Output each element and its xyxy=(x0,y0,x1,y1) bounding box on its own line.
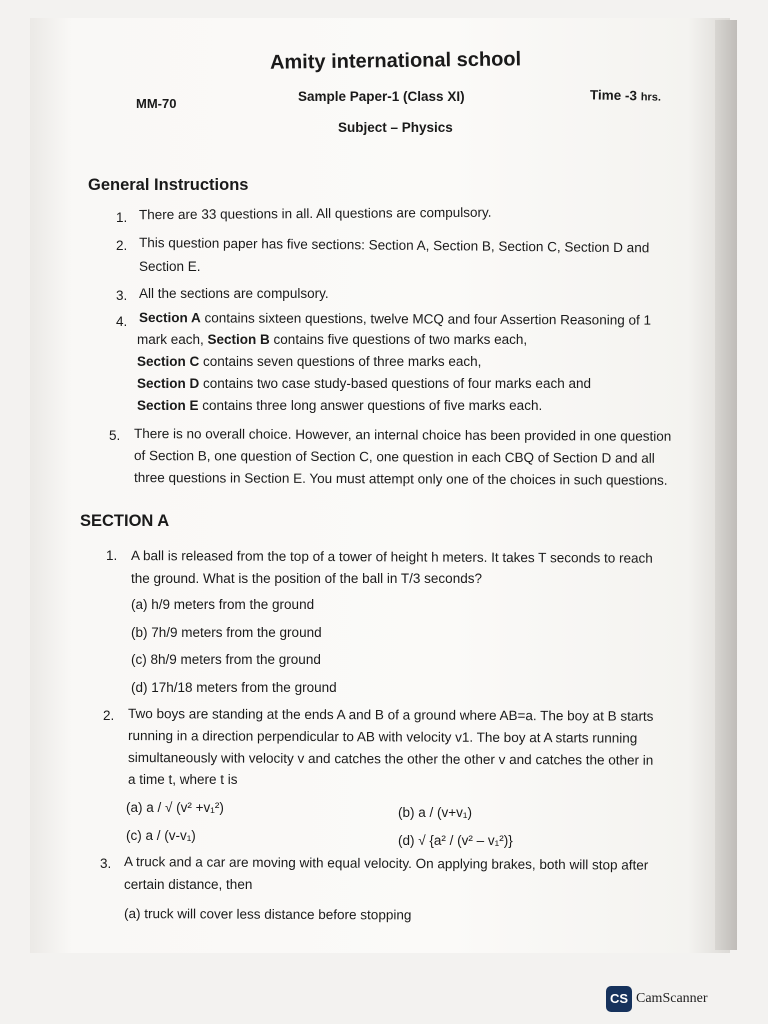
option-text: (b) a / (v+v₁) xyxy=(398,805,472,820)
section-label: Section E xyxy=(137,398,199,413)
instruction-text: contains seven questions of three marks each, xyxy=(199,354,482,369)
question-line: A truck and a car are moving with equal velocity. On applying brakes, both will stop after xyxy=(123,854,649,873)
instruction-line: Section E. xyxy=(139,259,201,274)
camscanner-logo-icon: CS xyxy=(606,986,632,1012)
instruction-line xyxy=(137,376,591,391)
time-unit: hrs. xyxy=(640,91,662,104)
max-marks: MM-70 xyxy=(136,96,177,111)
question-line: simultaneously with velocity v and catches the other the other v and catches the other in xyxy=(127,750,654,768)
school-name: Amity international school xyxy=(269,48,522,74)
instruction-line xyxy=(137,354,481,369)
section-label: Section D xyxy=(137,376,200,391)
instruction-text: contains five questions of two marks each, xyxy=(269,332,528,347)
instruction-text: mark each, xyxy=(137,332,208,347)
section-heading: SECTION A xyxy=(80,512,170,530)
option-text: (a) a / √ (v² +v₁²) xyxy=(126,800,224,815)
option-text: (a) h/9 meters from the ground xyxy=(131,597,315,612)
section-label: Section B xyxy=(207,332,270,347)
camscanner-watermark: CamScanner xyxy=(636,991,708,1006)
instruction-line: There are 33 questions in all. All questions are compulsory. xyxy=(138,204,492,223)
instruction-number: 4. xyxy=(116,314,128,329)
instruction-text: contains sixteen questions, twelve MCQ and four Assertion Reasoning of 1 xyxy=(200,310,652,328)
instruction-line: This question paper has five sections: Section A, Section B, Section C, Section D and xyxy=(138,235,650,256)
option-text: (a) truck will cover less distance before stopping xyxy=(123,906,412,923)
instruction-text: contains two case study-based questions of four marks each and xyxy=(199,376,591,391)
instruction-line: of Section B, one question of Section C, one question in each CBQ of Section D and all xyxy=(133,448,655,466)
question-line: running in a direction perpendicular to AB with velocity v1. The boy at A starts running xyxy=(127,728,638,746)
question-number: 1. xyxy=(106,548,118,563)
section-label: Section C xyxy=(137,354,200,369)
paper-title: Sample Paper-1 (Class XI) xyxy=(298,89,465,104)
instruction-line: three questions in Section E. You must attempt only one of the choices in such questions. xyxy=(133,470,668,488)
instructions-heading: General Instructions xyxy=(88,176,249,194)
question-number: 3. xyxy=(100,856,112,871)
instruction-line xyxy=(139,310,651,328)
option-text: (b) 7h/9 meters from the ground xyxy=(131,625,322,640)
instruction-line: There is no overall choice. However, an internal choice has been provided in one question xyxy=(133,426,672,444)
option-text: (c) a / (v-v₁) xyxy=(126,828,196,843)
instruction-number: 1. xyxy=(116,210,128,225)
question-line: the ground. What is the position of the ball in T/3 seconds? xyxy=(131,571,482,586)
subject-title: Subject – Physics xyxy=(338,120,453,135)
paper-edge-shadow xyxy=(715,20,737,950)
instruction-line xyxy=(137,398,542,413)
question-number: 2. xyxy=(103,708,115,723)
question-line: Two boys are standing at the ends A and B of a ground where AB=a. The boy at B starts xyxy=(127,706,654,724)
instruction-text: contains three long answer questions of five marks each. xyxy=(198,398,543,413)
time-allowed xyxy=(590,87,661,103)
instruction-number: 3. xyxy=(116,288,128,303)
option-text: (d) √ {a² / (v² – v₁²)} xyxy=(398,833,513,848)
time-value: Time -3 xyxy=(589,87,638,104)
instruction-number: 2. xyxy=(116,238,128,253)
option-text: (c) 8h/9 meters from the ground xyxy=(131,652,321,667)
option-text: (d) 17h/18 meters from the ground xyxy=(131,680,337,695)
instruction-number: 5. xyxy=(109,428,121,443)
question-line: certain distance, then xyxy=(124,877,253,892)
instruction-line xyxy=(137,332,527,347)
question-line: a time t, where t is xyxy=(128,772,238,787)
section-label: Section A xyxy=(138,310,201,326)
instruction-line: All the sections are compulsory. xyxy=(139,286,329,301)
question-line: A ball is released from the top of a tower of height h meters. It takes T seconds to reach xyxy=(130,548,653,566)
